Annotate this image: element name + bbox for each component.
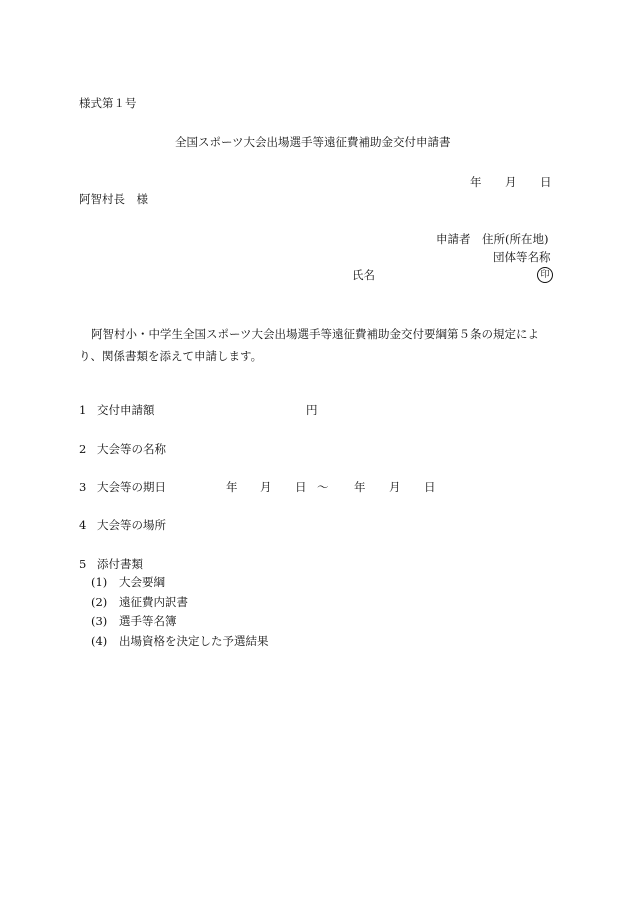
attachment-3-number: (3)	[91, 614, 108, 628]
item-1-number: 1	[79, 403, 87, 417]
item-3-end-day: 日	[424, 480, 436, 494]
item-3-start-year: 年	[226, 480, 238, 494]
item-3-tilde: ～	[317, 480, 329, 494]
name-label: 氏名	[352, 268, 375, 282]
item-5-label: 添付書類	[97, 557, 143, 571]
applicant-label: 申請者	[436, 232, 471, 246]
item-1-label: 交付申請額	[97, 403, 155, 417]
attachment-2-number: (2)	[91, 595, 108, 609]
attachment-2-text: 遠征費内訳書	[119, 595, 188, 609]
addressee: 阿智村長 様	[79, 192, 148, 206]
form-number: 様式第１号	[79, 96, 137, 110]
item-3-number: 3	[79, 480, 87, 494]
seal-mark: 印	[537, 267, 553, 283]
item-3-start-month: 月	[260, 480, 272, 494]
attachment-1-number: (1)	[91, 575, 108, 589]
attachment-1-text: 大会要綱	[119, 575, 165, 589]
date-year-label: 年	[470, 175, 482, 189]
item-3-start-day: 日	[295, 480, 307, 494]
date-month-label: 月	[505, 175, 517, 189]
item-2-label: 大会等の名称	[97, 442, 166, 456]
body-paragraph: 阿智村小・中学生全国スポーツ大会出場選手等遠征費補助金交付要綱第５条の規定により、関係書類を添えて申請します。	[79, 327, 540, 363]
document-title: 全国スポーツ大会出場選手等遠征費補助金交付申請書	[175, 135, 451, 149]
address-label: 住所(所在地)	[482, 232, 549, 246]
attachment-4-text: 出場資格を決定した予選結果	[119, 634, 269, 648]
item-3-end-month: 月	[389, 480, 401, 494]
item-5-number: 5	[79, 557, 87, 571]
item-2-number: 2	[79, 442, 87, 456]
item-3-label: 大会等の期日	[97, 480, 166, 494]
item-1-unit: 円	[306, 403, 318, 417]
attachment-4-number: (4)	[91, 634, 108, 648]
item-4-number: 4	[79, 518, 87, 532]
item-3-end-year: 年	[354, 480, 366, 494]
date-day-label: 日	[540, 175, 552, 189]
attachment-3-text: 選手等名簿	[119, 614, 177, 628]
organization-label: 団体等名称	[493, 250, 551, 264]
item-4-label: 大会等の場所	[97, 518, 166, 532]
